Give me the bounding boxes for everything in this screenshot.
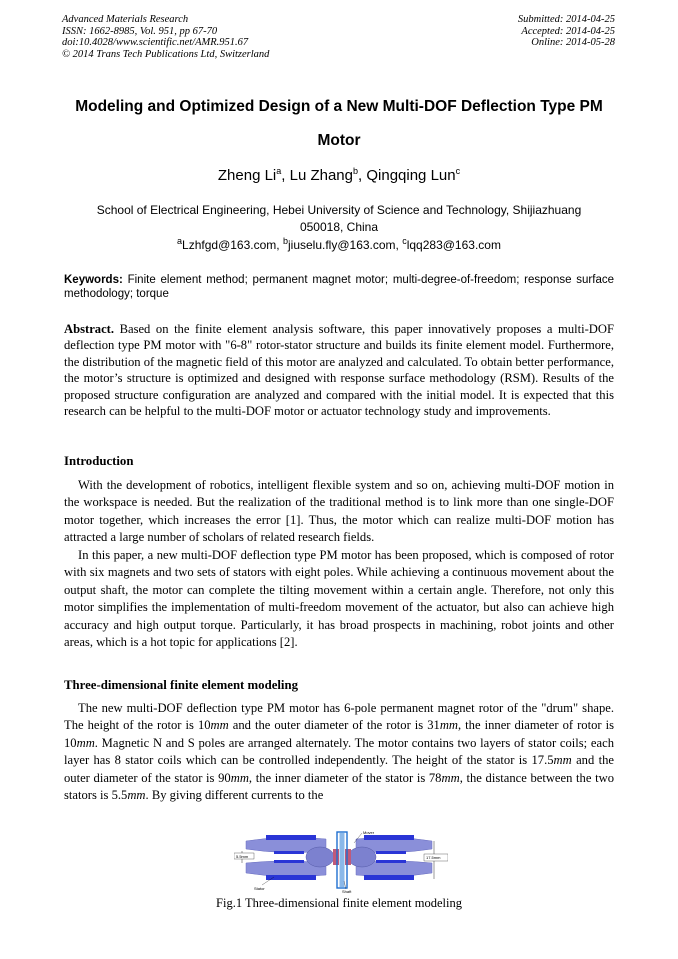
stator-coil	[274, 860, 304, 863]
abstract-label: Abstract.	[64, 322, 115, 336]
copyright-line: © 2014 Trans Tech Publications Ltd, Switzerland	[62, 48, 270, 60]
text-run: . Magnetic N and S poles are arranged alternately. The motor contains two layers of stator coils; each layer has 8 stator coils which can be controlled independently. The height of the stator is 17.5	[64, 735, 614, 768]
keywords-block	[64, 273, 614, 301]
email-sup: a	[177, 236, 183, 246]
unit-text: mm	[553, 753, 572, 768]
stator-coil	[266, 835, 316, 840]
author-name: Zheng Li	[217, 167, 277, 184]
rotor-magnet	[333, 849, 339, 865]
title-line-1: Modeling and Optimized Design of a New Multi-DOF Deflection Type PM	[75, 98, 603, 115]
author-sup: b	[353, 166, 359, 176]
email-link[interactable]: lqq283@163.com	[406, 238, 501, 252]
unit-text: mm	[127, 788, 146, 803]
rotor-left	[306, 847, 334, 867]
motor-model-figure	[234, 829, 448, 895]
email-link[interactable]: Lzhfgd@163.com	[182, 238, 277, 252]
author-separator: ,	[281, 167, 290, 184]
keywords-text: Finite element method; permanent magnet motor; multi-degree-of-freedom; response surface methodology; torque	[64, 274, 614, 300]
height-dimension-label: 17.5mm	[426, 855, 441, 860]
text-run: and the outer diameter of the stator is 90	[64, 753, 614, 785]
journal-info	[62, 14, 269, 60]
online-date: Online: 2014-05-28	[531, 37, 615, 48]
abstract-block	[64, 321, 614, 419]
abstract-text: Based on the finite element analysis software, this paper innovatively proposes a multi-DOF deflection type PM motor with "6-8" rotor-stator structure and builds its finite element model. Furthermore, the distribution of the magnetic field of this motor are analyzed and calculated. To obtain better performance, the motor’s structure is optimized and designed with response surface methodology (RSM). Results of the proposed structure configuration are analyzed and compared with the initial model. It is expected that this research can be helpful to the multi-DOF motor or actuator technology study and improvements.	[64, 322, 615, 419]
author-sup: c	[455, 166, 461, 176]
figure-caption: Fig.1 Three-dimensional finite element modeling	[216, 896, 462, 910]
stator-coil	[364, 875, 414, 880]
author-separator: ,	[358, 167, 367, 184]
text-run: The new multi-DOF deflection type PM motor has 6-pole permanent magnet rotor of the "drum" shape. The height of the rotor is 10	[64, 701, 614, 733]
journal-name: Advanced Materials Research	[62, 14, 189, 25]
affiliation	[70, 202, 608, 236]
rotor-magnet	[345, 849, 351, 865]
affiliation-line-1: School of Electrical Engineering, Hebei University of Science and Technology, Shijiazhuang	[96, 203, 582, 217]
stator-coil	[364, 835, 414, 840]
author-list	[40, 166, 638, 184]
intro-paragraph-2: In this paper, a new multi-DOF deflection type PM motor has been proposed, which is composed of rotor with six magnets and two sets of stators with eight poles. While achieving a continuous movement about the output shaft, the motor can complete the tilting movement within a certain angle. Therefore, not only this motor simplifies the implementation of multi-freedom movement of the actuator, but also can achieve high accuracy and high output torque. Particularly, it has broad prospects in machining, robot joints and other areas, which is a hot topic for applications [2].	[64, 548, 614, 650]
email-sup: b	[282, 236, 288, 246]
text-run: , the inner diameter of rotor is 10	[64, 718, 614, 750]
affiliation-line-2: 050018, China	[299, 220, 379, 234]
stator-label: Stator	[254, 886, 265, 891]
stator-coil	[274, 851, 304, 854]
modeling-paragraph-1	[64, 700, 614, 804]
mover-label: Mover	[363, 830, 375, 835]
unit-text: mm	[210, 718, 229, 733]
author-name: Qingqing Lun	[366, 167, 456, 184]
text-run: , the inner diameter of the stator is 78	[248, 770, 442, 785]
paper-title	[40, 90, 638, 158]
keywords-label: Keywords:	[64, 274, 123, 286]
rotor-right	[348, 847, 376, 867]
unit-text: mm	[439, 718, 459, 733]
accepted-date: Accepted: 2014-04-25	[521, 25, 615, 37]
shaft-core	[340, 832, 345, 888]
gap-dimension-label: 5.5mm	[236, 854, 249, 859]
intro-paragraph-1: With the development of robotics, intelligent flexible system and so on, achieving multi-DOF motion in the workspace is needed. But the realization of the traditional method is to link more than one single-DOF motor together, which increases the error [1]. Thus, the motor which can realize multi-DOF motion has attracted a large number of scholars of related research fields.	[64, 478, 614, 545]
text-run: , the distance between the two stators is 5.5	[64, 770, 614, 803]
email-link[interactable]: jiuselu.fly@163.com	[287, 238, 396, 252]
author-name: Lu Zhang	[289, 167, 353, 184]
issn-line: ISSN: 1662-8985, Vol. 951, pp 67-70	[62, 25, 218, 37]
unit-text: mm	[230, 770, 249, 785]
text-run: and the outer diameter of the rotor is 31	[228, 718, 440, 733]
submitted-date: Submitted: 2014-04-25	[517, 14, 615, 25]
stator-coil	[376, 860, 406, 863]
text-run: . By giving different currents to the	[145, 788, 324, 803]
email-separator: ,	[276, 238, 283, 252]
section-heading-introduction: Introduction	[64, 454, 134, 468]
section-heading-modeling: Three-dimensional finite element modeling	[64, 678, 298, 692]
submission-dates	[518, 14, 615, 49]
unit-text: mm	[76, 735, 95, 750]
unit-text: mm	[441, 770, 460, 785]
email-sup: c	[402, 236, 407, 246]
title-line-2: Motor	[317, 132, 361, 149]
author-emails	[70, 236, 608, 252]
author-sup: a	[276, 166, 282, 176]
doi-line: doi:10.4028/www.scientific.net/AMR.951.67	[62, 37, 249, 48]
stator-coil	[376, 851, 406, 854]
email-separator: ,	[395, 238, 403, 252]
shaft-label: Shaft	[342, 889, 352, 894]
